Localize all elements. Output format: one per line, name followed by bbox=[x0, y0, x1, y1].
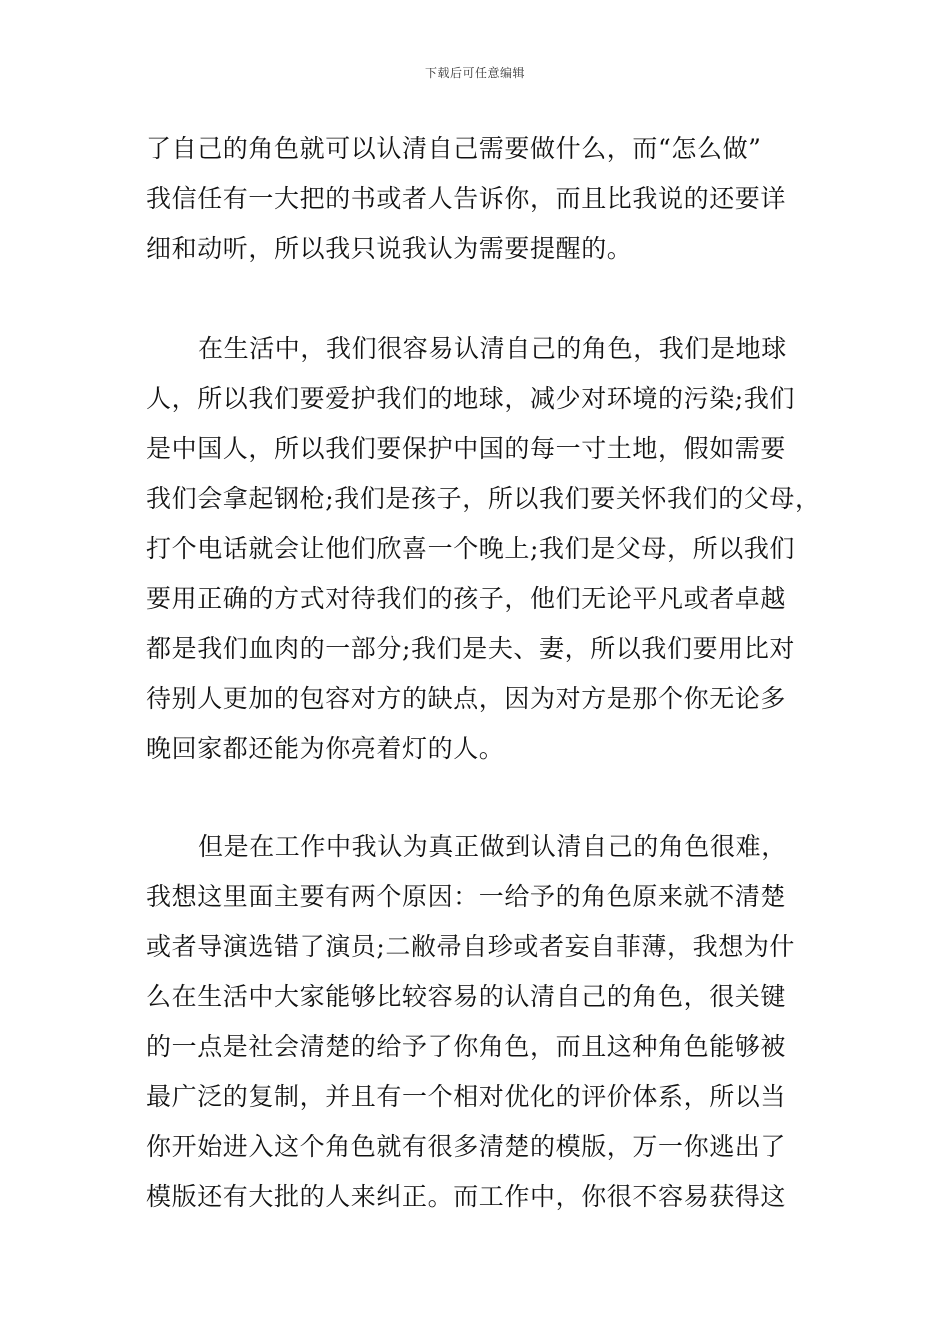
paragraph-3-line-3: 或者导演选错了演员;二敝帚自珍或者妄自菲薄，我想为什 bbox=[146, 932, 796, 961]
paragraph-3-line-1: 但是在工作中我认为真正做到认清自己的角色很难， bbox=[198, 832, 787, 861]
paragraph-3-line-8: 模版还有大批的人来纠正。而工作中，你很不容易获得这 bbox=[146, 1182, 787, 1211]
paragraph-2-line-8: 待别人更加的包容对方的缺点，因为对方是那个你无论多 bbox=[146, 684, 787, 713]
paragraph-3-line-6: 最广泛的复制，并且有一个相对优化的评价体系，所以当 bbox=[146, 1082, 787, 1111]
paragraph-3-line-4: 么在生活中大家能够比较容易的认清自己的角色，很关键 bbox=[146, 982, 787, 1011]
paragraph-3-line-7: 你开始进入这个角色就有很多清楚的模版，万一你逃出了 bbox=[146, 1132, 787, 1161]
paragraph-3-line-5: 的一点是社会清楚的给予了你角色，而且这种角色能够被 bbox=[146, 1032, 787, 1061]
paragraph-2-line-4: 我们会拿起钢枪;我们是孩子，所以我们要关怀我们的父母， bbox=[146, 484, 821, 513]
paragraph-2-line-6: 要用正确的方式对待我们的孩子，他们无论平凡或者卓越 bbox=[146, 584, 787, 613]
paragraph-3-line-2: 我想这里面主要有两个原因：一给予的角色原来就不清楚 bbox=[146, 882, 787, 911]
paragraph-1-line-1: 了自己的角色就可以认清自己需要做什么，而“怎么做” bbox=[146, 134, 762, 163]
page-header: 下载后可任意编辑 bbox=[424, 66, 525, 80]
paragraph-2-line-5: 打个电话就会让他们欣喜一个晚上;我们是父母，所以我们 bbox=[146, 534, 796, 563]
paragraph-2-line-9: 晚回家都还能为你亮着灯的人。 bbox=[146, 734, 505, 763]
paragraph-2-line-2: 人，所以我们要爱护我们的地球，减少对环境的污染;我们 bbox=[146, 384, 796, 413]
paragraph-1-line-3: 细和动听，所以我只说我认为需要提醒的。 bbox=[146, 234, 633, 263]
paragraph-2-line-7: 都是我们血肉的一部分;我们是夫、妻，所以我们要用比对 bbox=[146, 634, 796, 663]
paragraph-2-line-3: 是中国人，所以我们要保护中国的每一寸土地，假如需要 bbox=[146, 434, 787, 463]
paragraph-2-line-1: 在生活中，我们很容易认清自己的角色，我们是地球 bbox=[198, 334, 787, 363]
paragraph-1-line-2: 我信任有一大把的书或者人告诉你，而且比我说的还要详 bbox=[146, 184, 787, 213]
